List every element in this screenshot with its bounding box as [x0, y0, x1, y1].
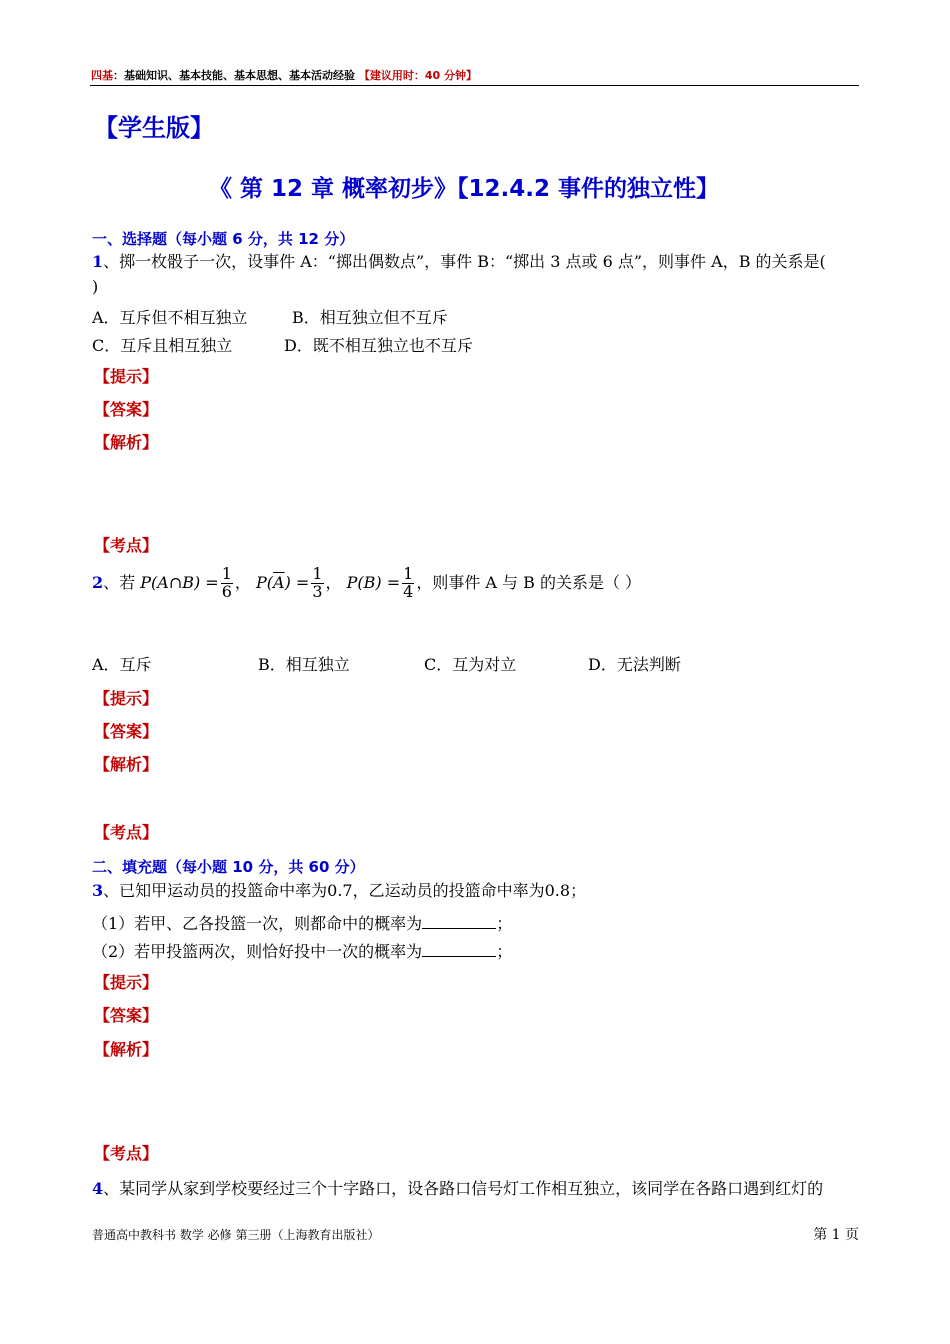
q2-option-a: A．互斥	[92, 655, 152, 674]
q1-hint-tag: 【提示】	[94, 367, 159, 386]
q2-sep-1: ，	[234, 572, 251, 592]
q3-sub1-text: （1）若甲、乙各投篮一次，则都命中的概率为	[92, 914, 423, 933]
q2-option-b: B．相互独立	[258, 655, 350, 674]
q2-frac1-num: 1	[221, 564, 232, 583]
q3-sub2-end: ；	[496, 942, 513, 961]
header-items: ：基础知识、基本技能、基本思想、基本活动经验	[113, 69, 355, 82]
q2-hint-tag: 【提示】	[94, 689, 159, 708]
q3-value-1: 0.7	[327, 881, 353, 900]
q3-subquestion-1	[92, 911, 512, 934]
section-fill-heading: 二、填充题（每小题 10 分，共 60 分）	[92, 858, 365, 876]
question-3-text-a: 、已知甲运动员的投篮命中率为	[103, 881, 328, 900]
footer-book: 普通高中教科书 数学 必修 第三册（上海教育出版社）	[92, 1228, 380, 1242]
q1-point-tag: 【考点】	[94, 536, 159, 555]
header-label: 四基	[91, 69, 113, 82]
q2-expr-3: P(B) =	[346, 572, 401, 592]
q2-frac2-den: 3	[312, 581, 323, 601]
question-4-text: 、某同学从家到学校要经过三个十字路口，设各路口信号灯工作相互独立，该同学在各路口遇到红灯的	[103, 1179, 824, 1198]
question-3-text-b: ，乙运动员的投篮命中率为	[352, 881, 545, 900]
header-line-text	[91, 67, 477, 83]
q1-option-b: B．相互独立但不互斥	[292, 308, 448, 327]
question-4-number: 4	[92, 1179, 104, 1198]
question-1-text: 、掷一枚骰子一次，设事件 A：“掷出偶数点”，事件 B：“掷出 3 点或 6 点”，则事件 A，B 的关系是(	[103, 252, 826, 271]
q2-expr-2-open: P(	[256, 572, 274, 592]
q2-option-c: C．互为对立	[424, 655, 517, 674]
q2-fraction-1	[221, 566, 233, 601]
question-2-number: 2	[92, 572, 104, 592]
q1-option-c: C．互斥且相互独立	[92, 336, 233, 355]
q1-option-d: D．既不相互独立也不互斥	[284, 336, 473, 355]
version-tag: 【学生版】	[94, 114, 214, 142]
header-time: 【建议用时：40 分钟】	[358, 69, 477, 82]
q2-frac2-num: 1	[312, 564, 323, 583]
q1-answer-tag: 【答案】	[94, 400, 159, 419]
q2-frac3-den: 4	[403, 581, 414, 601]
q3-value-2: 0.8	[544, 881, 571, 900]
question-2-prefix: 、若	[103, 572, 136, 592]
page-title: 《 第 12 章 概率初步》【12.4.2 事件的独立性】	[209, 176, 720, 202]
q1-option-a: A．互斥但不相互独立	[92, 308, 248, 327]
q2-analysis-tag: 【解析】	[94, 755, 159, 774]
section-choice-heading: 一、选择题（每小题 6 分，共 12 分）	[92, 230, 355, 248]
q3-subquestion-2	[92, 939, 512, 962]
q2-frac1-den: 6	[221, 581, 232, 601]
q2-expr-2	[256, 573, 309, 592]
q3-sub1-blank[interactable]	[422, 914, 496, 929]
q2-option-d: D．无法判断	[588, 655, 681, 674]
q2-sep-2: ，	[325, 572, 342, 592]
footer-page-number: 第 1 页	[813, 1227, 859, 1243]
question-3-text-c: ；	[570, 881, 587, 900]
q2-expr-2-close: ) =	[284, 572, 310, 592]
q2-expr-1: P(A∩B) =	[140, 572, 219, 592]
q2-point-tag: 【考点】	[94, 823, 159, 842]
q3-sub1-end: ；	[496, 914, 513, 933]
q2-frac3-num: 1	[403, 564, 414, 583]
q3-analysis-tag: 【解析】	[94, 1040, 159, 1059]
q2-suffix: ，则事件 A 与 B 的关系是（ ）	[416, 572, 642, 592]
q3-hint-tag: 【提示】	[94, 973, 159, 992]
q3-answer-tag: 【答案】	[94, 1006, 159, 1025]
question-4	[92, 1176, 823, 1199]
question-1-number: 1	[92, 252, 104, 271]
question-2	[92, 566, 641, 601]
question-3	[92, 878, 586, 901]
q2-expr-2-bar: $\overline{A}$	[273, 572, 285, 592]
question-3-number: 3	[92, 881, 104, 900]
q2-fraction-3	[402, 566, 414, 601]
q1-analysis-tag: 【解析】	[94, 433, 159, 452]
q3-point-tag: 【考点】	[94, 1144, 159, 1163]
q3-sub2-blank[interactable]	[422, 942, 496, 957]
q2-answer-tag: 【答案】	[94, 722, 159, 741]
question-1	[92, 249, 826, 272]
header-divider	[90, 85, 859, 86]
question-1-text-cont: )	[92, 277, 99, 296]
q2-fraction-2	[311, 566, 323, 601]
q3-sub2-text: （2）若甲投篮两次，则恰好投中一次的概率为	[92, 942, 423, 961]
